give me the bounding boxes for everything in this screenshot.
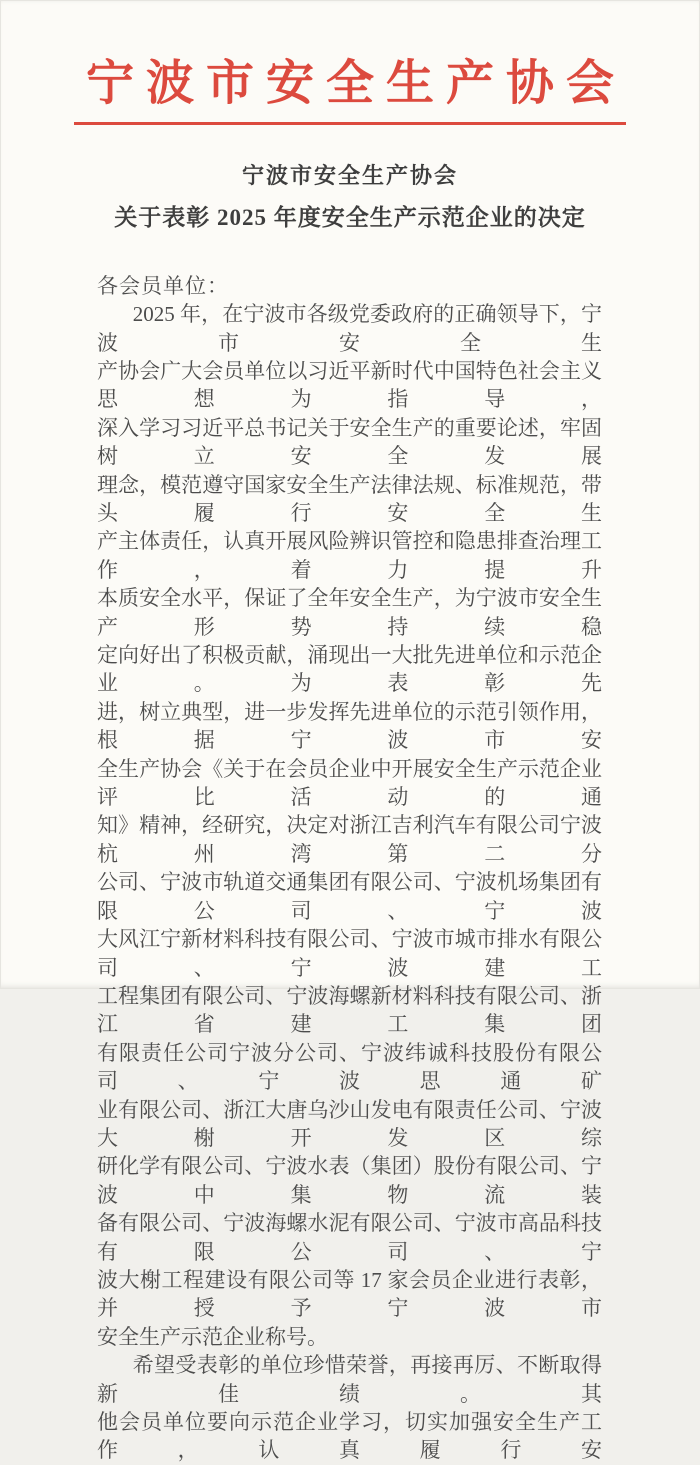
body-line: 本质安全水平，保证了全年安全生产，为宁波市安全生产形势持续稳 (97, 586, 602, 639)
body-line: 有限责任公司宁波分公司、宁波纬诚科技股份有限公司、宁波思通矿 (97, 1040, 602, 1094)
body-line: 工程集团有限公司、宁波海螺新材料科技有限公司、浙江省建工集团 (97, 983, 602, 1037)
body-line: 希望受表彰的单位珍惜荣誉，再接再厉、不断取得新佳绩。其 (97, 1353, 602, 1406)
body-line: 他会员单位要向示范企业学习，切实加强安全生产工作，认真履行安 (97, 1410, 602, 1463)
body-line: 产协会广大会员单位以习近平新时代中国特色社会主义思想为指导， (97, 358, 602, 412)
body-line: 大风江宁新材料科技有限公司、宁波市城市排水有限公司、宁波建工 (97, 927, 602, 980)
body-line: 定向好出了积极贡献，涌现出一大批先进单位和示范企业。为表彰先 (97, 643, 602, 696)
body-line: 2025 年，在宁波市各级党委政府的正确领导下，宁波市安全生 (97, 302, 602, 355)
body-line: 深入学习习近平总书记关于安全生产的重要论述，牢固树立安全发展 (97, 415, 602, 469)
paragraphs-container (97, 300, 602, 1465)
body-line: 备有限公司、宁波海螺水泥有限公司、宁波市高品科技有限公司、宁 (97, 1211, 602, 1264)
body-line: 进，树立典型，进一步发挥先进单位的示范引领作用，根据宁波市安 (97, 699, 602, 753)
document-body (97, 272, 602, 1465)
letterhead-divider-rule (74, 122, 626, 125)
document-title-line2: 关于表彰 2025 年度安全生产示范企业的决定 (114, 204, 586, 230)
body-line: 全生产协会《关于在会员企业中开展安全生产示范企业评比活动的通 (97, 756, 602, 810)
paragraph (97, 300, 602, 1351)
body-line: 理念，模范遵守国家安全生产法律法规、标准规范，带头履行安全生 (97, 472, 602, 525)
body-line: 产主体责任，认真开展风险辨识管控和隐患排查治理工作，着力提升 (97, 529, 602, 582)
salutation: 各会员单位： (97, 273, 229, 298)
body-line: 业有限公司、浙江大唐乌沙山发电有限责任公司、宁波大榭开发区综 (97, 1097, 602, 1150)
body-line: 安全生产示范企业称号。 (97, 1324, 328, 1349)
paragraph (97, 1351, 602, 1465)
letterhead-org-name: 宁波市安全生产协会 (85, 57, 626, 110)
body-line: 波大榭工程建设有限公司等 17 家会员企业进行表彰，并授予宁波市 (97, 1267, 602, 1321)
body-line: 研化学有限公司、宁波水表（集团）股份有限公司、宁波中集物流装 (97, 1154, 602, 1207)
document-title-line1: 宁波市安全生产协会 (241, 162, 458, 188)
body-line: 公司、宁波市轨道交通集团有限公司、宁波机场集团有限公司、宁波 (97, 870, 602, 923)
body-line: 知》精神，经研究，决定对浙江吉利汽车有限公司宁波杭州湾第二分 (97, 813, 602, 866)
